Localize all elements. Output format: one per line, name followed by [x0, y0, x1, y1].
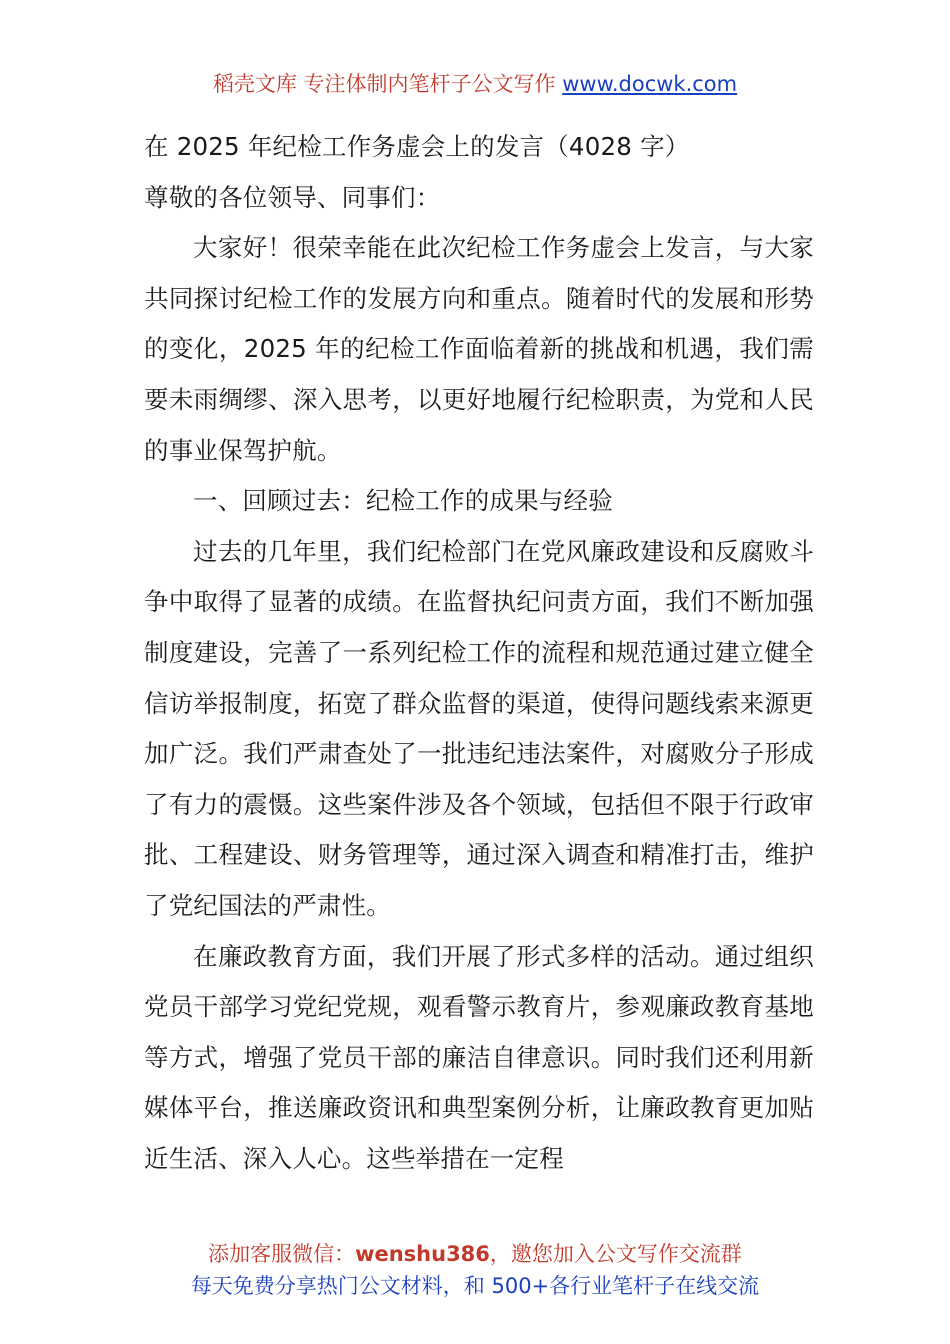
wechat-id: wenshu386: [355, 1242, 490, 1266]
footer-promo-line: 每天免费分享热门公文材料，和 500+各行业笔杆子在线交流: [190, 1274, 760, 1298]
footer-prefix: 添加客服微信：: [208, 1242, 356, 1266]
paragraph-intro: 大家好！很荣幸能在此次纪检工作务虚会上发言，与大家共同探讨纪检工作的发展方向和重点。随着时代的发展和形势的变化，2025 年的纪检工作面临着新的挑战和机遇，我们需要未雨绸缪、深入思考，以更好地履行纪检职责，为党和人民的事业保驾护航。: [144, 233, 814, 465]
salutation: 尊敬的各位领导、同事们：: [144, 182, 441, 212]
footer-contact-line: [0, 1238, 950, 1270]
website-link[interactable]: www.docwk.com: [562, 72, 738, 96]
page-footer: [0, 1238, 950, 1302]
document-body: [144, 122, 814, 1184]
document-title: 在 2025 年纪检工作务虚会上的发言（4028 字）: [144, 132, 690, 161]
brand-text: 稻壳文库 专注体制内笔杆子公文写作: [212, 72, 556, 96]
section-heading: 一、回顾过去：纪检工作的成果与经验: [193, 486, 613, 516]
paragraph-education: 在廉政教育方面，我们开展了形式多样的活动。通过组织党员干部学习党纪党规，观看警示教育片，参观廉政教育基地等方式，增强了党员干部的廉洁自律意识。同时我们还利用新媒体平台，推送廉政资讯和典型案例分析，让廉政教育更加贴近生活、深入人心。这些举措在一定程: [144, 941, 814, 1173]
footer-suffix: ，邀您加入公文写作交流群: [489, 1242, 742, 1266]
paragraph-review: 过去的几年里，我们纪检部门在党风廉政建设和反腐败斗争中取得了显著的成绩。在监督执纪问责方面，我们不断加强制度建设，完善了一系列纪检工作的流程和规范通过建立健全信访举报制度，拓宽了群众监督的渠道，使得问题线索来源更加广泛。我们严肃查处了一批违纪违法案件，对腐败分子形成了有力的震慑。这些案件涉及各个领域，包括但不限于行政审批、工程建设、财务管理等，通过深入调查和精准打击，维护了党纪国法的严肃性。: [144, 536, 814, 920]
page-header: [0, 68, 950, 100]
